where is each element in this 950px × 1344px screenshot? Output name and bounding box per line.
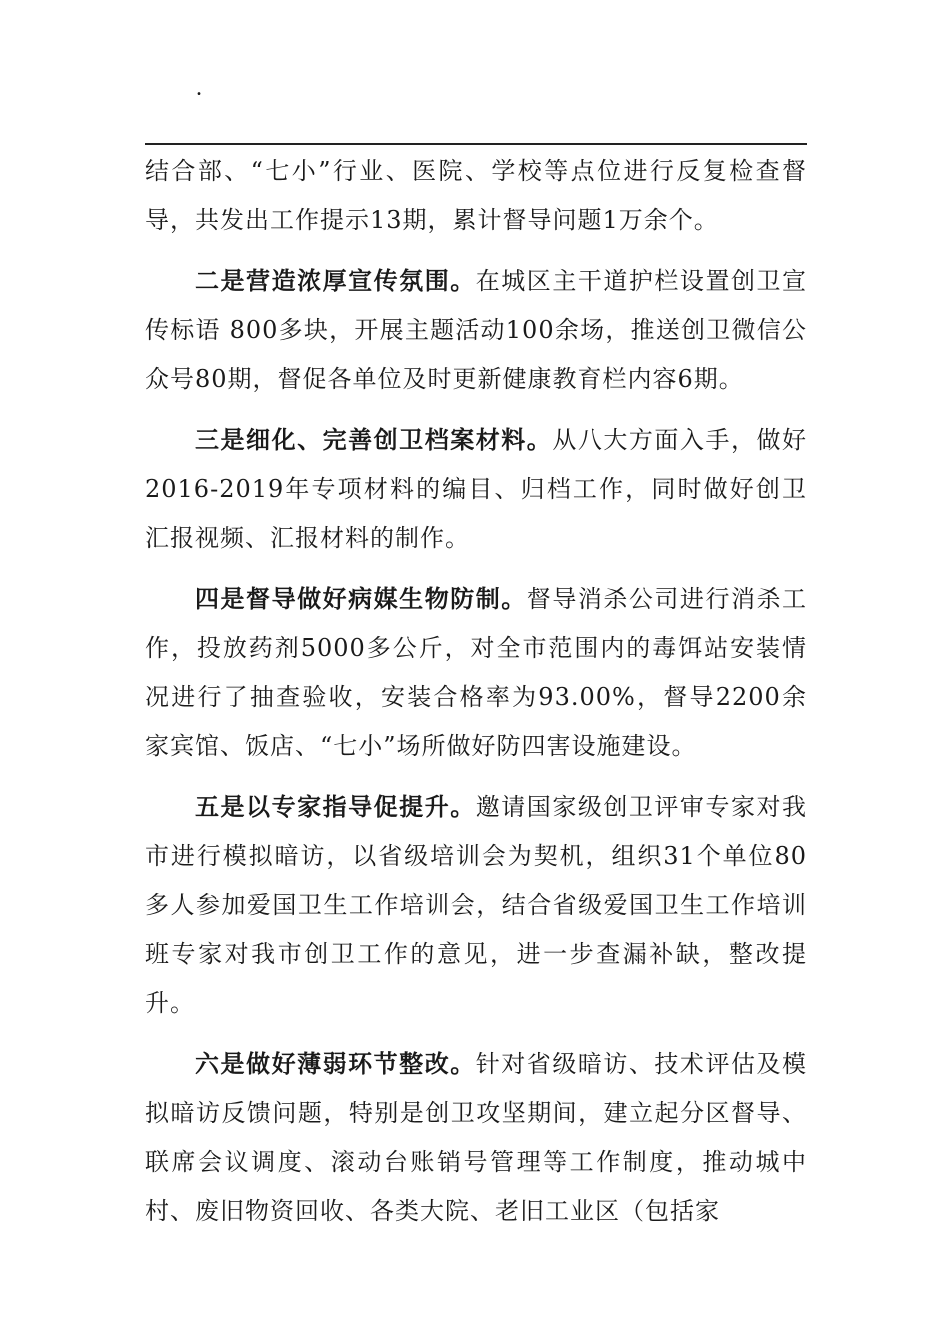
paragraph-continuation	[145, 147, 807, 245]
paragraph-text: 邀请国家级创卫评审专家对我市进行模拟暗访，以省级培训会为契机，组织31个单位80多人参加爱国卫生工作培训会，结合省级爱国卫生工作培训班专家对我市创卫工作的意见，进一步查漏补缺，整改提升。	[145, 793, 808, 1017]
paragraph-lead: 三是细化、完善创卫档案材料。	[195, 425, 553, 454]
paragraph-5	[145, 782, 807, 1028]
paragraph-4	[145, 574, 807, 771]
paragraph-lead: 六是做好薄弱环节整改。	[195, 1049, 476, 1078]
paragraph-text: 督导消杀公司进行消杀工作，投放药剂5000多公斤，对全市范围内的毒饵站安装情况进行了抽查验收，安装合格率为93.00%，督导2200余家宾馆、饭店、“七小”场所做好防四害设施建设。	[145, 585, 808, 760]
paragraph-text: 在城区主干道护栏设置创卫宣传标语 800多块，开展主题活动100余场，推送创卫微信公众号80期，督促各单位及时更新健康教育栏内容6期。	[145, 267, 808, 393]
paragraph-6	[145, 1039, 807, 1236]
paragraph-lead: 五是以专家指导促提升。	[195, 792, 476, 821]
paragraph-lead: 二是营造浓厚宣传氛围。	[195, 266, 476, 295]
header-mark: .	[196, 75, 202, 101]
header-rule	[145, 143, 807, 145]
paragraph-3	[145, 415, 807, 563]
paragraph-text: 从八大方面入手，做好2016-2019年专项材料的编目、归档工作，同时做好创卫汇报视频、汇报材料的制作。	[145, 426, 808, 552]
document-body	[145, 147, 807, 1236]
paragraph-lead: 四是督导做好病媒生物防制。	[195, 584, 527, 613]
paragraph-2	[145, 256, 807, 404]
paragraph-text: 结合部、“七小”行业、医院、学校等点位进行反复检查督导，共发出工作提示13期，累计督导问题1万余个。	[145, 157, 807, 234]
paragraph-text: 针对省级暗访、技术评估及模拟暗访反馈问题，特别是创卫攻坚期间，建立起分区督导、联席会议调度、滚动台账销号管理等工作制度，推动城中村、废旧物资回收、各类大院、老旧工业区（包括家	[145, 1050, 808, 1225]
